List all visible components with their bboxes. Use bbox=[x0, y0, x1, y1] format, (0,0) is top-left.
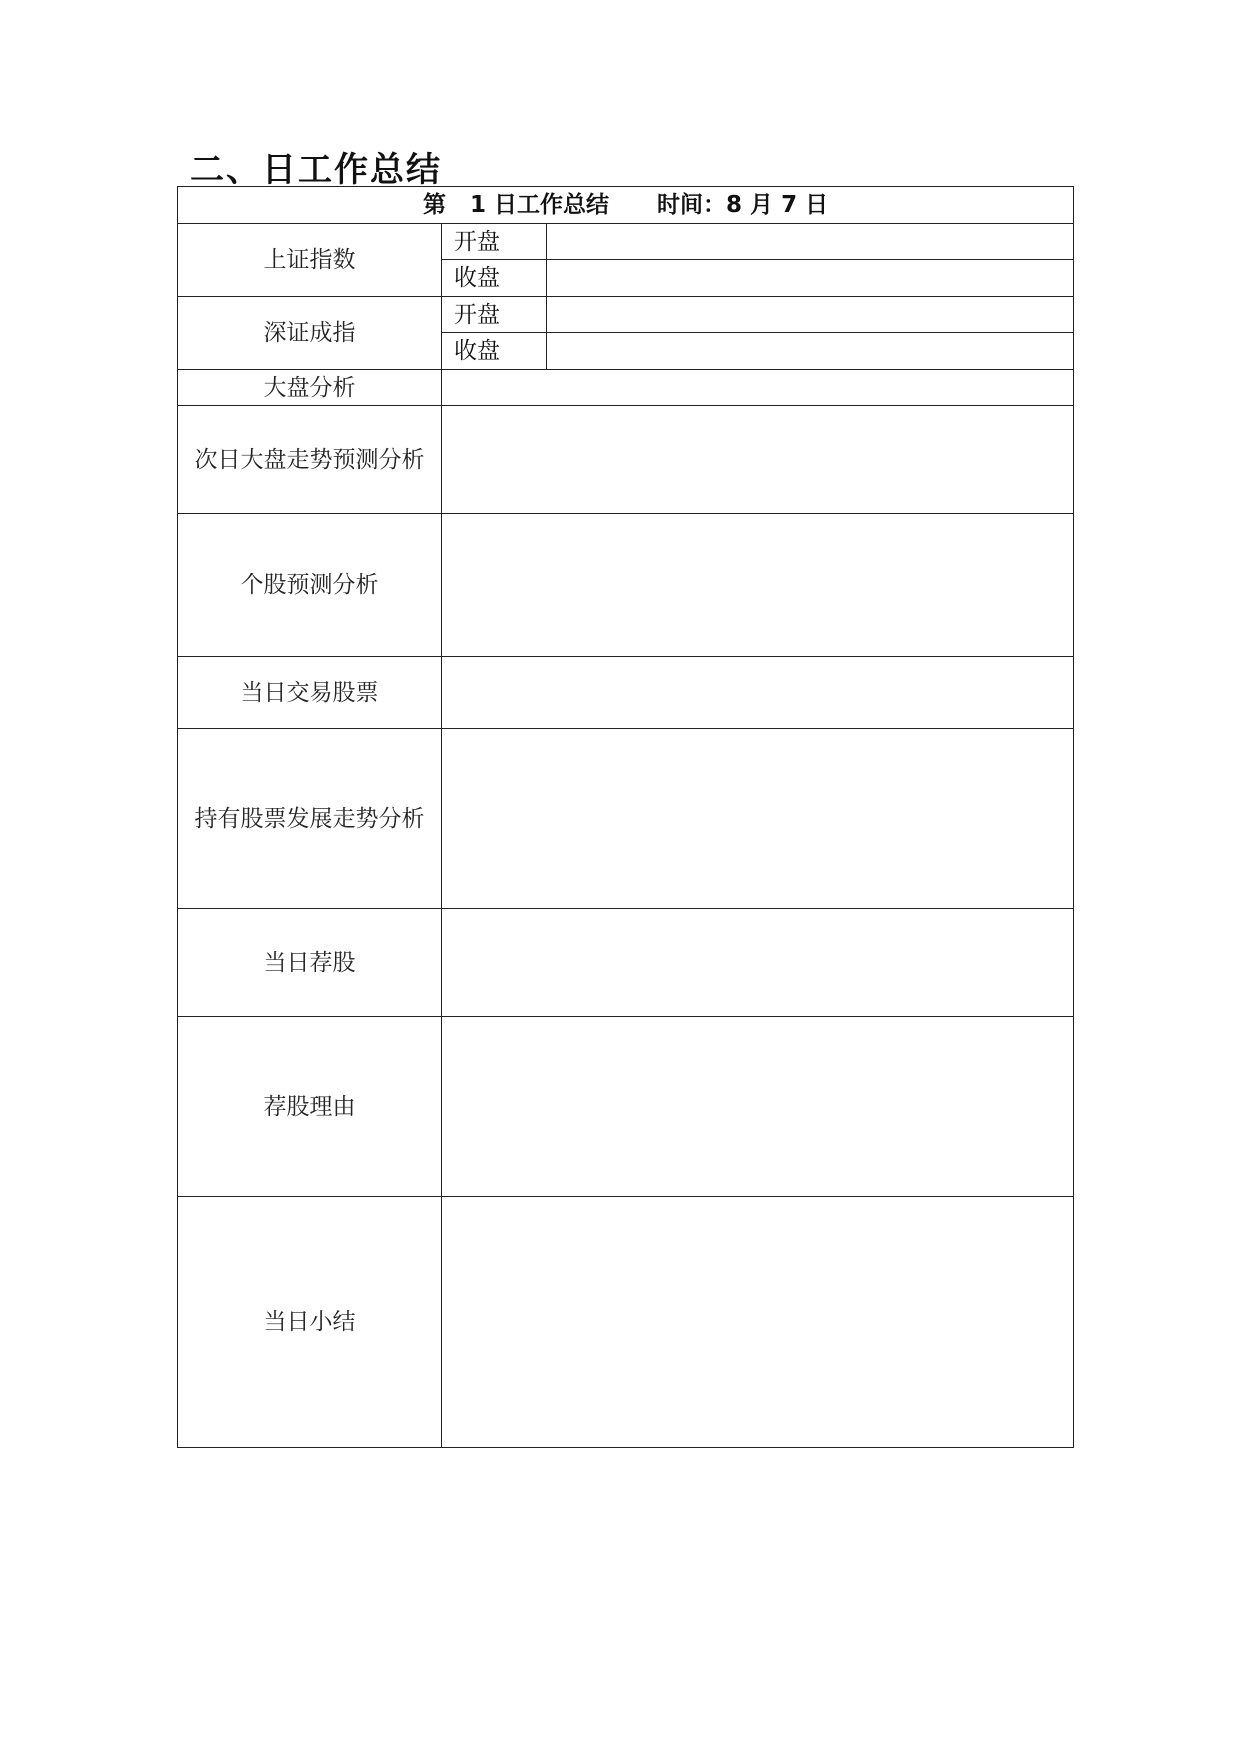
table-row bbox=[178, 297, 1074, 333]
row-label-next-day-forecast: 次日大盘走势预测分析 bbox=[178, 406, 442, 514]
table-row bbox=[178, 224, 1074, 260]
recommended-stock-field[interactable] bbox=[442, 909, 1074, 1017]
row-label-traded-stocks: 当日交易股票 bbox=[178, 657, 442, 729]
table-header-row bbox=[178, 187, 1074, 224]
time-label: 时间： bbox=[657, 192, 727, 218]
table-row bbox=[178, 370, 1074, 406]
table-header bbox=[178, 187, 1074, 224]
sub-label-open: 开盘 bbox=[442, 297, 547, 333]
shenzhen-close-field[interactable] bbox=[547, 333, 1074, 370]
row-label-shanghai-index: 上证指数 bbox=[178, 224, 442, 297]
row-label-shenzhen-index: 深证成指 bbox=[178, 297, 442, 370]
next-day-forecast-field[interactable] bbox=[442, 406, 1074, 514]
row-label-stock-forecast: 个股预测分析 bbox=[178, 514, 442, 657]
sub-label-close: 收盘 bbox=[442, 260, 547, 297]
row-label-market-analysis: 大盘分析 bbox=[178, 370, 442, 406]
recommendation-reason-field[interactable] bbox=[442, 1017, 1074, 1197]
row-label-holdings-trend: 持有股票发展走势分析 bbox=[178, 729, 442, 909]
row-label-recommendation-reason: 荐股理由 bbox=[178, 1017, 442, 1197]
sub-label-open: 开盘 bbox=[442, 224, 547, 260]
shanghai-open-field[interactable] bbox=[547, 224, 1074, 260]
row-label-recommended-stock: 当日荐股 bbox=[178, 909, 442, 1017]
table-row bbox=[178, 729, 1074, 909]
traded-stocks-field[interactable] bbox=[442, 657, 1074, 729]
market-analysis-field[interactable] bbox=[442, 370, 1074, 406]
shanghai-close-field[interactable] bbox=[547, 260, 1074, 297]
table-row bbox=[178, 909, 1074, 1017]
daily-summary-table bbox=[177, 186, 1074, 1448]
day-prefix: 第 bbox=[422, 192, 446, 218]
daily-summary-field[interactable] bbox=[442, 1197, 1074, 1448]
table-row bbox=[178, 406, 1074, 514]
date-value: 8 月 7 日 bbox=[726, 192, 829, 218]
holdings-trend-field[interactable] bbox=[442, 729, 1074, 909]
table-row bbox=[178, 514, 1074, 657]
table-row bbox=[178, 1197, 1074, 1448]
day-suffix: 日工作总结 bbox=[494, 192, 609, 218]
shenzhen-open-field[interactable] bbox=[547, 297, 1074, 333]
table-row bbox=[178, 657, 1074, 729]
sub-label-close: 收盘 bbox=[442, 333, 547, 370]
section-title: 二、日工作总结 bbox=[190, 150, 442, 190]
table-row bbox=[178, 1017, 1074, 1197]
day-number: 1 bbox=[469, 192, 486, 218]
stock-forecast-field[interactable] bbox=[442, 514, 1074, 657]
row-label-daily-summary: 当日小结 bbox=[178, 1197, 442, 1448]
